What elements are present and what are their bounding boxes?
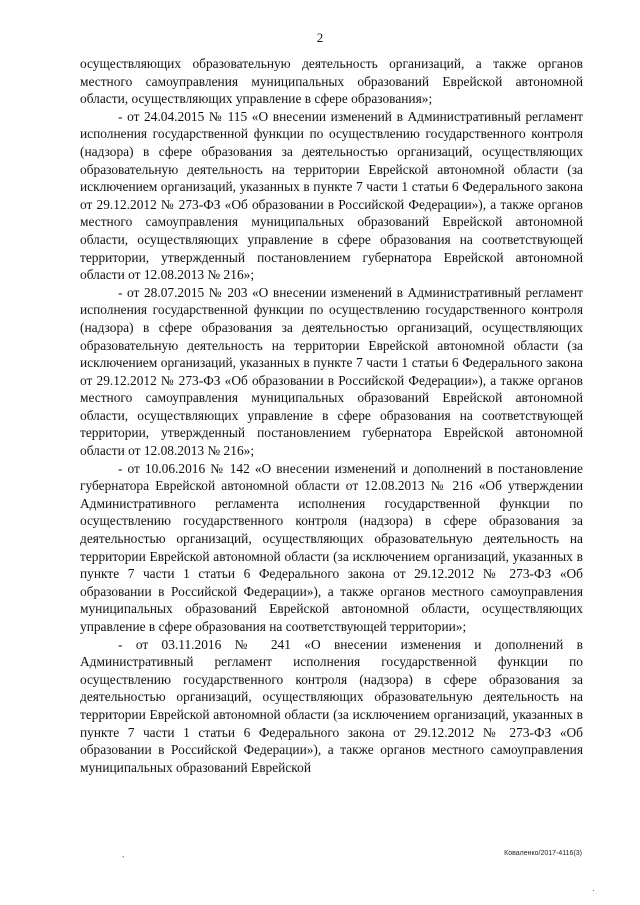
- paragraph-item-2015-115: - от 24.04.2015 № 115 «О внесении изменений в Административный регламент исполнения государственной функции по осуществлению государственного контроля (надзора) в сфере образования за деятельностью организаций, осуществляющих образовательную деятельность на территории Еврейской автономной области (за исключением организаций, указанных в пункте 7 части 1 статьи 6 Федерального закона от 29.12.2012 № 273-ФЗ «Об образовании в Российской Федерации»), а также органов местного самоуправления муниципальных образований Еврейской автономной области, осуществляющих управление в сфере образования на соответствующей территории, утвержденный постановлением губернатора Еврейской автономной области от 12.08.2013 № 216»;: [80, 108, 583, 283]
- paragraph-item-2016-241: - от 03.11.2016 № 241 «О внесении изменения и дополнений в Административный регламент исполнения государственной функции по осуществлению государственного контроля (надзора) в сфере образования за деятельностью организаций, осуществляющих образовательную деятельность на территории Еврейской автономной области (за исключением организаций, указанных в пункте 7 части 1 статьи 6 Федерального закона от 29.12.2012 № 273-ФЗ «Об образовании в Российской Федерации»), а также органов местного самоуправления муниципальных образований Еврейской: [80, 636, 583, 775]
- document-body: [80, 55, 583, 776]
- paragraph-item-2015-203: - от 28.07.2015 № 203 «О внесении изменений в Административный регламент исполнения государственной функции по осуществлению государственного контроля (надзора) в сфере образования за деятельностью организаций, осуществляющих образовательную деятельность на территории Еврейской автономной области (за исключением организаций, указанных в пункте 7 части 1 статьи 6 Федерального закона от 29.12.2012 № 273-ФЗ «Об образовании в Российской Федерации»), а также органов местного самоуправления муниципальных образований Еврейской автономной области, осуществляющих управление в сфере образования на соответствующей территории, утвержденный постановлением губернатора Еврейской автономной области от 12.08.2013 № 216»;: [80, 284, 583, 459]
- scan-speck: ·: [592, 885, 595, 895]
- paragraph-continuation: осуществляющих образовательную деятельность организаций, а также органов местного самоуправления муниципальных образований Еврейской автономной области, осуществляющих управление в сфере образования»;: [80, 56, 583, 107]
- page-number: 2: [316, 30, 324, 45]
- scan-speck: `: [122, 855, 125, 865]
- footer-document-code: Коваленко/2017-4116(3): [504, 850, 582, 857]
- paragraph-item-2016-142: - от 10.06.2016 № 142 «О внесении изменений и дополнений в постановление губернатора Еврейской автономной области от 12.08.2013 № 216 «Об утверждении Административного регламента исполнения государственной функции по осуществлению государственного контроля (надзора) в сфере образования за деятельностью организаций, осуществляющих образовательную деятельность на территории Еврейской автономной области (за исключением организаций, указанных в пункте 7 части 1 статьи 6 Федерального закона от 29.12.2012 № 273-ФЗ «Об образовании в Российской Федерации»), а также органов местного самоуправления муниципальных образований Еврейской автономной области, осуществляющих управление в сфере образования на соответствующей территории»;: [80, 460, 583, 634]
